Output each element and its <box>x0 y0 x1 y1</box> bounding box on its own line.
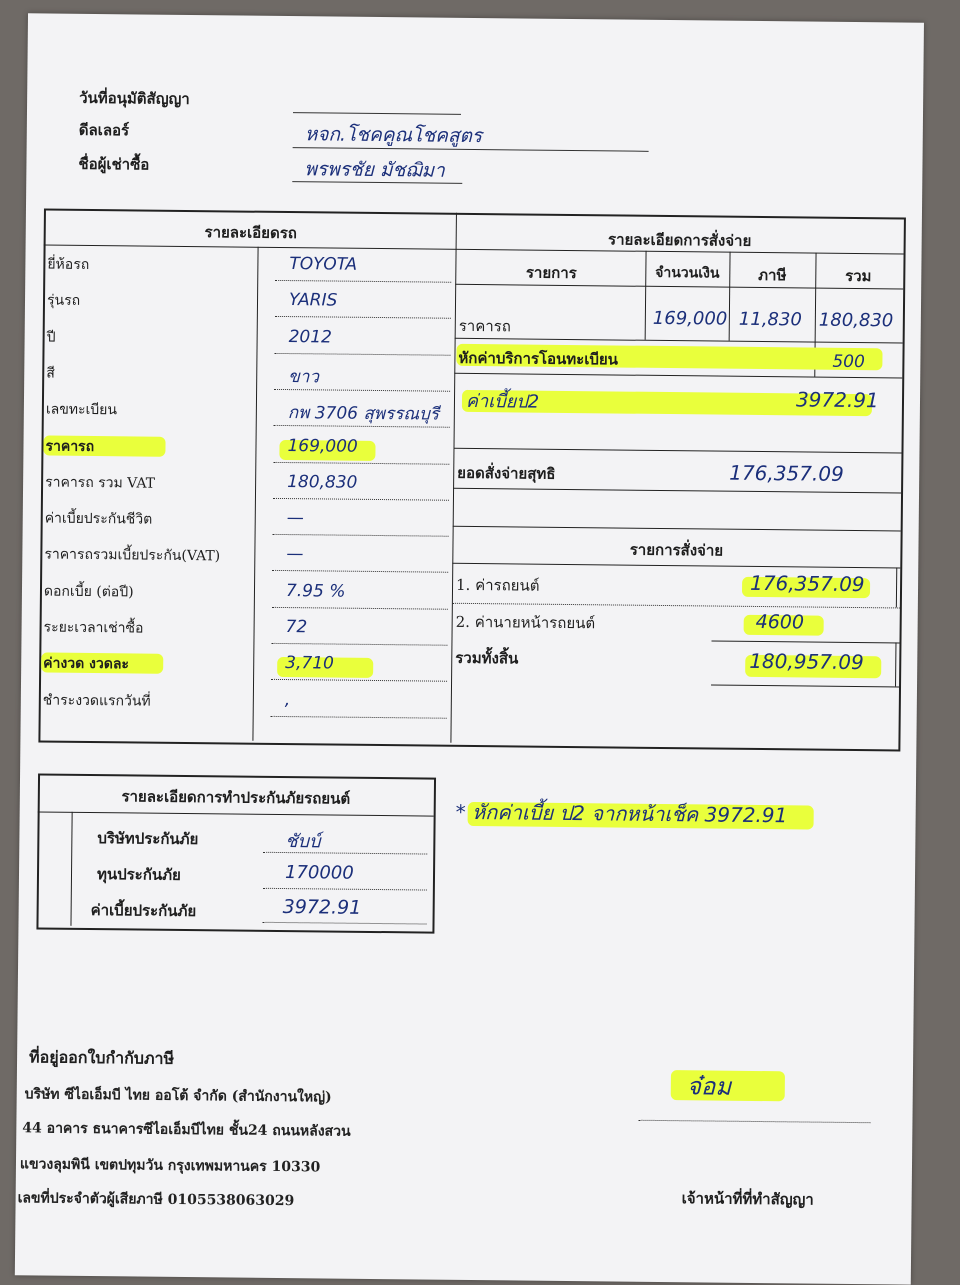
tax-address-line3: แขวงลุมพินี เขตปทุมวัน กรุงเทพมหานคร 10330 <box>19 1156 321 1176</box>
car-row-label: สี <box>46 365 55 382</box>
car-row-value: 169,000 <box>287 436 358 457</box>
lessee-value: พรพรชัย มัชฌิมา <box>304 158 445 182</box>
pay-item-2-value: 4600 <box>755 610 805 634</box>
signature-label: เจ้าหน้าที่ที่ทำสัญญา <box>681 1189 814 1209</box>
car-row-label: รุ่นรถ <box>46 292 81 309</box>
net-value: 176,357.09 <box>729 460 844 486</box>
signature-name: จ๋อม <box>686 1072 732 1101</box>
dealer-value: หจก.โชคคูณโชคสูตร <box>304 123 483 148</box>
car-row-value: กพ 3706 สุพรรณบุรี <box>287 403 440 425</box>
lessee-label: ชื่อผู้เช่าซื้อ <box>78 154 150 174</box>
insurance-sum-label: ทุนประกันภัย <box>96 865 181 884</box>
grand-total-label: รวมทั้งสิ้น <box>455 648 519 668</box>
insurance-premium-label: ค่าเบี้ยประกันภัย <box>90 901 197 921</box>
pay-item-1-value: 176,357.09 <box>749 570 865 597</box>
insurance-premium-value: 3972.91 <box>282 896 362 919</box>
col-tax-header: ภาษี <box>758 265 787 285</box>
car-row-label: ระยะเวลาเช่าซื้อ <box>43 619 144 637</box>
car-row-value: 180,830 <box>287 472 358 493</box>
car-row-value: 7.95 % <box>285 581 346 602</box>
car-row-value: 3,710 <box>285 653 335 674</box>
car-row-label: ค่างวด งวดละ <box>43 655 130 673</box>
pay-item-2-label: 2. ค่านายหน้ารถยนต์ <box>455 612 596 633</box>
registration-fee-total: 500 <box>832 351 865 373</box>
insurance-company-label: บริษัทประกันภัย <box>97 829 199 849</box>
car-row-label: ดอกเบี้ย (ต่อปี) <box>43 583 134 601</box>
car-row-value: 72 <box>285 617 308 638</box>
registration-fee-label: หักค่าบริการโอนทะเบียน <box>458 348 619 369</box>
car-row-label: ปี <box>46 329 56 346</box>
car-row-label: ราคารถรวมเบี้ยประกัน(VAT) <box>44 546 221 565</box>
dealer-label: ดีลเลอร์ <box>78 120 130 140</box>
car-details-title: รายละเอียดรถ <box>204 223 297 243</box>
car-row-value: — <box>286 508 304 529</box>
insurance-deduction-label: ค่าเบี้ยป2 <box>465 390 540 413</box>
pay-list-title: รายการสั่งจ่าย <box>629 540 724 560</box>
car-price-total: 180,830 <box>818 309 894 332</box>
car-row-label: ราคารถ <box>45 438 95 456</box>
approval-date-line <box>293 112 461 115</box>
car-row-value: , <box>284 690 291 711</box>
insurance-company-value: ชับบ์ <box>285 831 321 853</box>
grand-total-value: 180,957.09 <box>749 648 864 675</box>
car-row-label: ค่าเบี้ยประกันชีวิต <box>44 510 153 528</box>
car-row-value: 2012 <box>288 327 333 348</box>
payment-details-title: รายละเอียดการสั่งจ่าย <box>607 230 752 250</box>
col-item-header: รายการ <box>525 263 577 283</box>
car-price-tax: 11,830 <box>738 308 802 331</box>
car-row-value: YARIS <box>288 290 338 311</box>
handwritten-note: * หักค่าเบี้ย ป2 จากหน้าเช็ค 3972.91 <box>455 799 788 828</box>
col-total-header: รวม <box>845 266 872 286</box>
tax-address-line1: บริษัท ซีไอเอ็มบี ไทย ออโต้ จำกัด (สำนักงานใหญ่) <box>24 1086 332 1106</box>
insurance-deduction-value: 3972.91 <box>795 387 879 413</box>
approval-date-label: วันที่อนุมัติสัญญา <box>79 88 190 109</box>
car-row-label: เลขทะเบียน <box>45 401 118 419</box>
car-row-label: ชำระงวดแรกวันที่ <box>42 692 151 710</box>
contract-sheet <box>15 13 924 1284</box>
tax-address-line2: 44 อาคาร ธนาคารซีไอเอ็มบีไทย ชั้น24 ถนนหลังสวน <box>22 1120 351 1140</box>
tax-address-title: ที่อยู่ออกใบกำกับภาษี <box>28 1047 175 1068</box>
insurance-sum-value: 170000 <box>284 862 354 884</box>
tax-address-line4: เลขที่ประจำตัวผู้เสียภาษี 0105538063029 <box>17 1190 295 1210</box>
car-row-value: TOYOTA <box>289 254 358 275</box>
car-price-amount: 169,000 <box>652 307 728 330</box>
col-amount-header: จำนวนเงิน <box>655 264 720 282</box>
pay-item-1-label: 1. ค่ารถยนต์ <box>455 575 540 595</box>
car-row-value: — <box>286 544 304 565</box>
insurance-title: รายละเอียดการทำประกันภัยรถยนต์ <box>121 787 351 808</box>
car-row-label: ยี่ห้อรถ <box>47 256 90 273</box>
car-row-value: ขาว <box>288 367 320 388</box>
car-price-row-label: ราคารถ <box>458 316 511 336</box>
net-label: ยอดสั่งจ่ายสุทธิ <box>457 463 556 483</box>
car-row-label: ราคารถ รวม VAT <box>45 474 156 492</box>
signature-line <box>638 1120 870 1123</box>
